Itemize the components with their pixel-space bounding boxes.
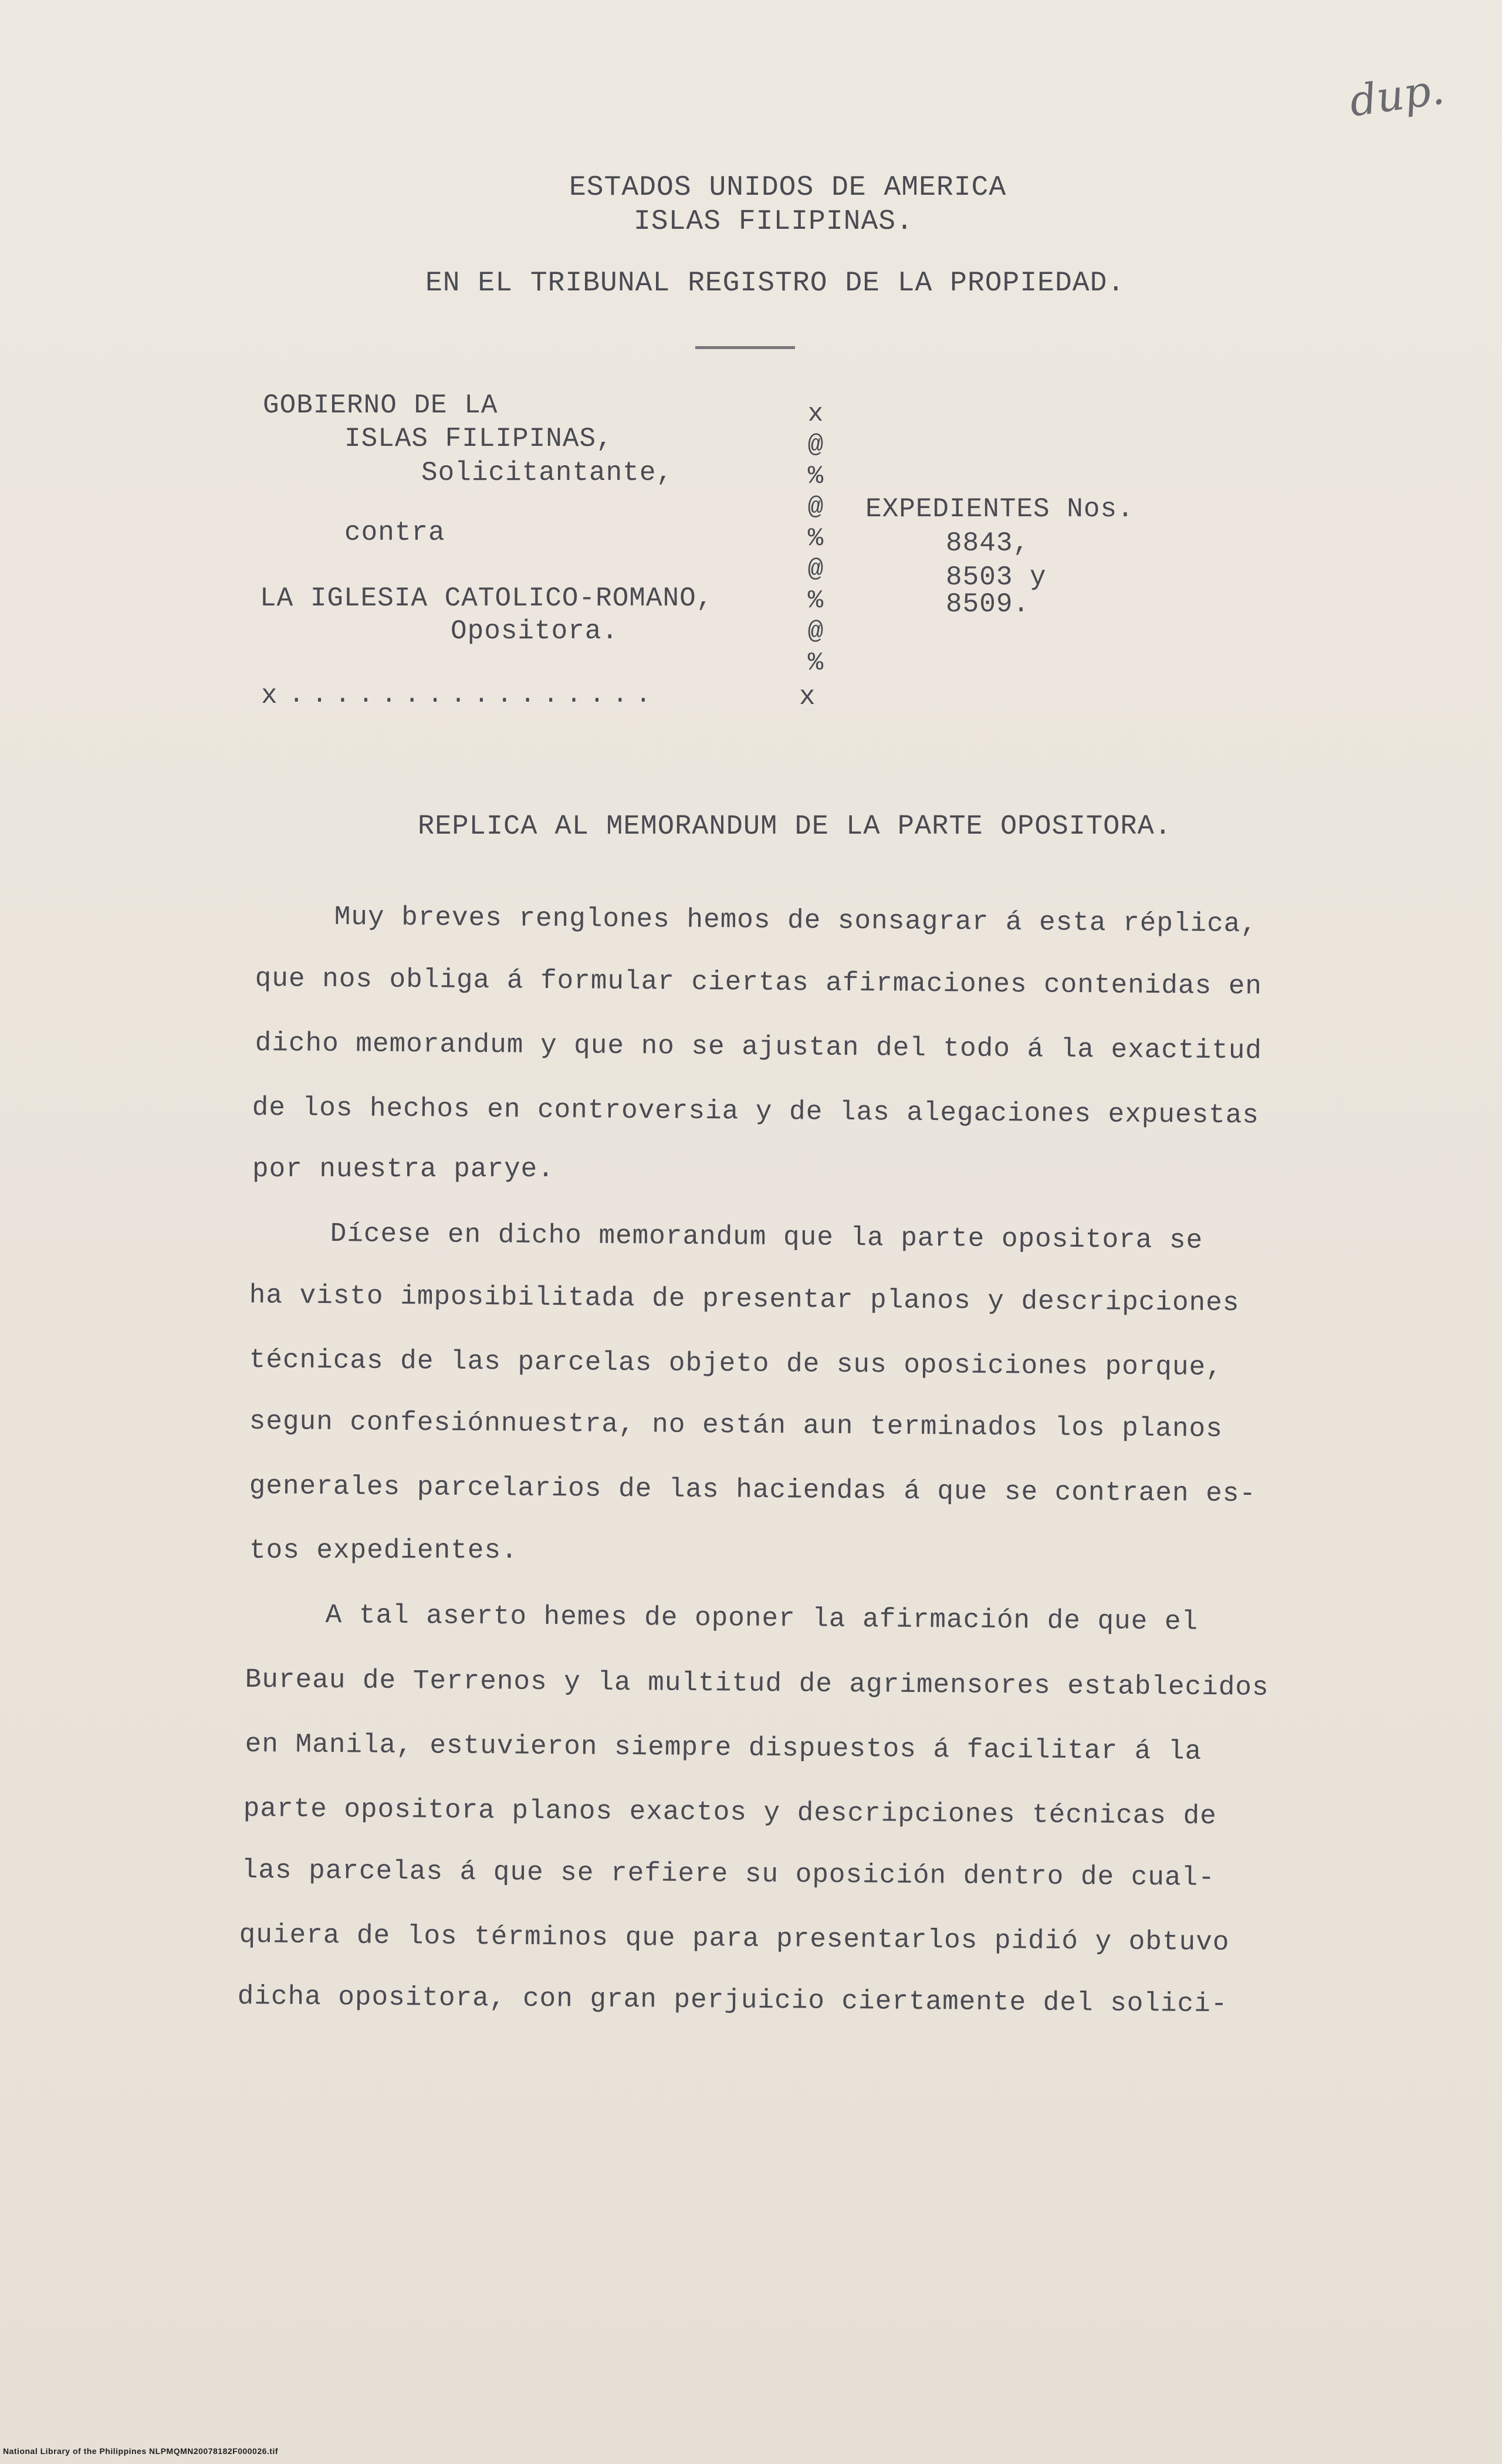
- bracket-symbol: @: [807, 493, 824, 522]
- expediente-number: 8503 y: [946, 562, 1047, 593]
- body-line: A tal aserto hemes de oponer la afirmación de que el: [325, 1600, 1199, 1637]
- body-line: Dícese en dicho memorandum que la parte opositora se: [330, 1219, 1203, 1256]
- body-line: generales parcelarios de las haciendas á que se contraen es-: [249, 1471, 1257, 1509]
- body-line: dicha opositora, con gran perjuicio ciertamente del solici-: [237, 1981, 1228, 2020]
- bracket-symbol: @: [807, 431, 824, 460]
- body-line: técnicas de las parcelas objeto de sus oposiciones porque,: [249, 1345, 1223, 1383]
- header-separator: [695, 346, 795, 349]
- versus-label: contra: [344, 517, 445, 548]
- expediente-number: 8843,: [946, 528, 1030, 559]
- header-islands: ISLAS FILIPINAS.: [634, 206, 914, 238]
- expediente-number: 8509.: [946, 589, 1030, 620]
- body-line: que nos obliga á formular ciertas afirmaciones contenidas en: [255, 963, 1263, 1002]
- petitioner-line1: GOBIERNO DE LA: [263, 390, 498, 421]
- caption-bottom-right: x: [799, 682, 816, 712]
- petitioner-role: Solicitantante,: [421, 458, 674, 488]
- archive-footer: National Library of the Philippines NLPMQMN20078182F000026.tif: [3, 2446, 279, 2456]
- handwritten-annotation: dup.: [1346, 64, 1447, 126]
- bracket-symbol: x: [807, 400, 824, 429]
- body-line: segun confesiónnuestra, no están aun terminados los planos: [249, 1406, 1223, 1445]
- petitioner-line2: ISLAS FILIPINAS,: [344, 424, 613, 454]
- header-court: EN EL TRIBUNAL REGISTRO DE LA PROPIEDAD.: [425, 268, 1125, 299]
- body-line: tos expedientes.: [249, 1535, 518, 1566]
- caption-bottom-dots: ................: [289, 681, 659, 710]
- bracket-symbol: %: [807, 462, 824, 491]
- caption-bracket-column: [804, 399, 827, 679]
- body-line: en Manila, estuvieron siempre dispuestos á facilitar á la: [245, 1729, 1202, 1767]
- bracket-symbol: %: [807, 648, 824, 678]
- body-line: por nuestra parye.: [252, 1154, 554, 1184]
- bracket-symbol: @: [807, 555, 824, 584]
- bracket-symbol: %: [807, 586, 824, 615]
- expedientes-label: EXPEDIENTES Nos.: [865, 494, 1134, 524]
- document-title: REPLICA AL MEMORANDUM DE LA PARTE OPOSITORA.: [418, 811, 1172, 842]
- body-line: de los hechos en controversia y de las alegaciones expuestas: [252, 1092, 1260, 1131]
- body-line: Muy breves renglones hemos de sonsagrar á esta réplica,: [334, 901, 1258, 940]
- body-line: las parcelas á que se refiere su oposición dentro de cual-: [241, 1855, 1215, 1894]
- body-line: ha visto imposibilitada de presentar planos y descripciones: [249, 1280, 1240, 1319]
- bracket-symbol: @: [807, 617, 824, 647]
- opponent-role: Opositora.: [451, 616, 619, 647]
- bracket-symbol: %: [807, 524, 824, 553]
- body-line: dicho memorandum y que no se ajustan del todo á la exactitud: [255, 1027, 1263, 1067]
- caption-bottom-left: x: [261, 681, 278, 711]
- opponent-name: LA IGLESIA CATOLICO-ROMANO,: [260, 583, 713, 614]
- body-line: parte opositora planos exactos y descripciones técnicas de: [243, 1793, 1217, 1832]
- header-country: ESTADOS UNIDOS DE AMERICA: [569, 172, 1007, 204]
- body-line: quiera de los términos que para presentarlos pidió y obtuvo: [239, 1920, 1230, 1958]
- body-line: Bureau de Terrenos y la multitud de agrimensores establecidos: [245, 1664, 1269, 1703]
